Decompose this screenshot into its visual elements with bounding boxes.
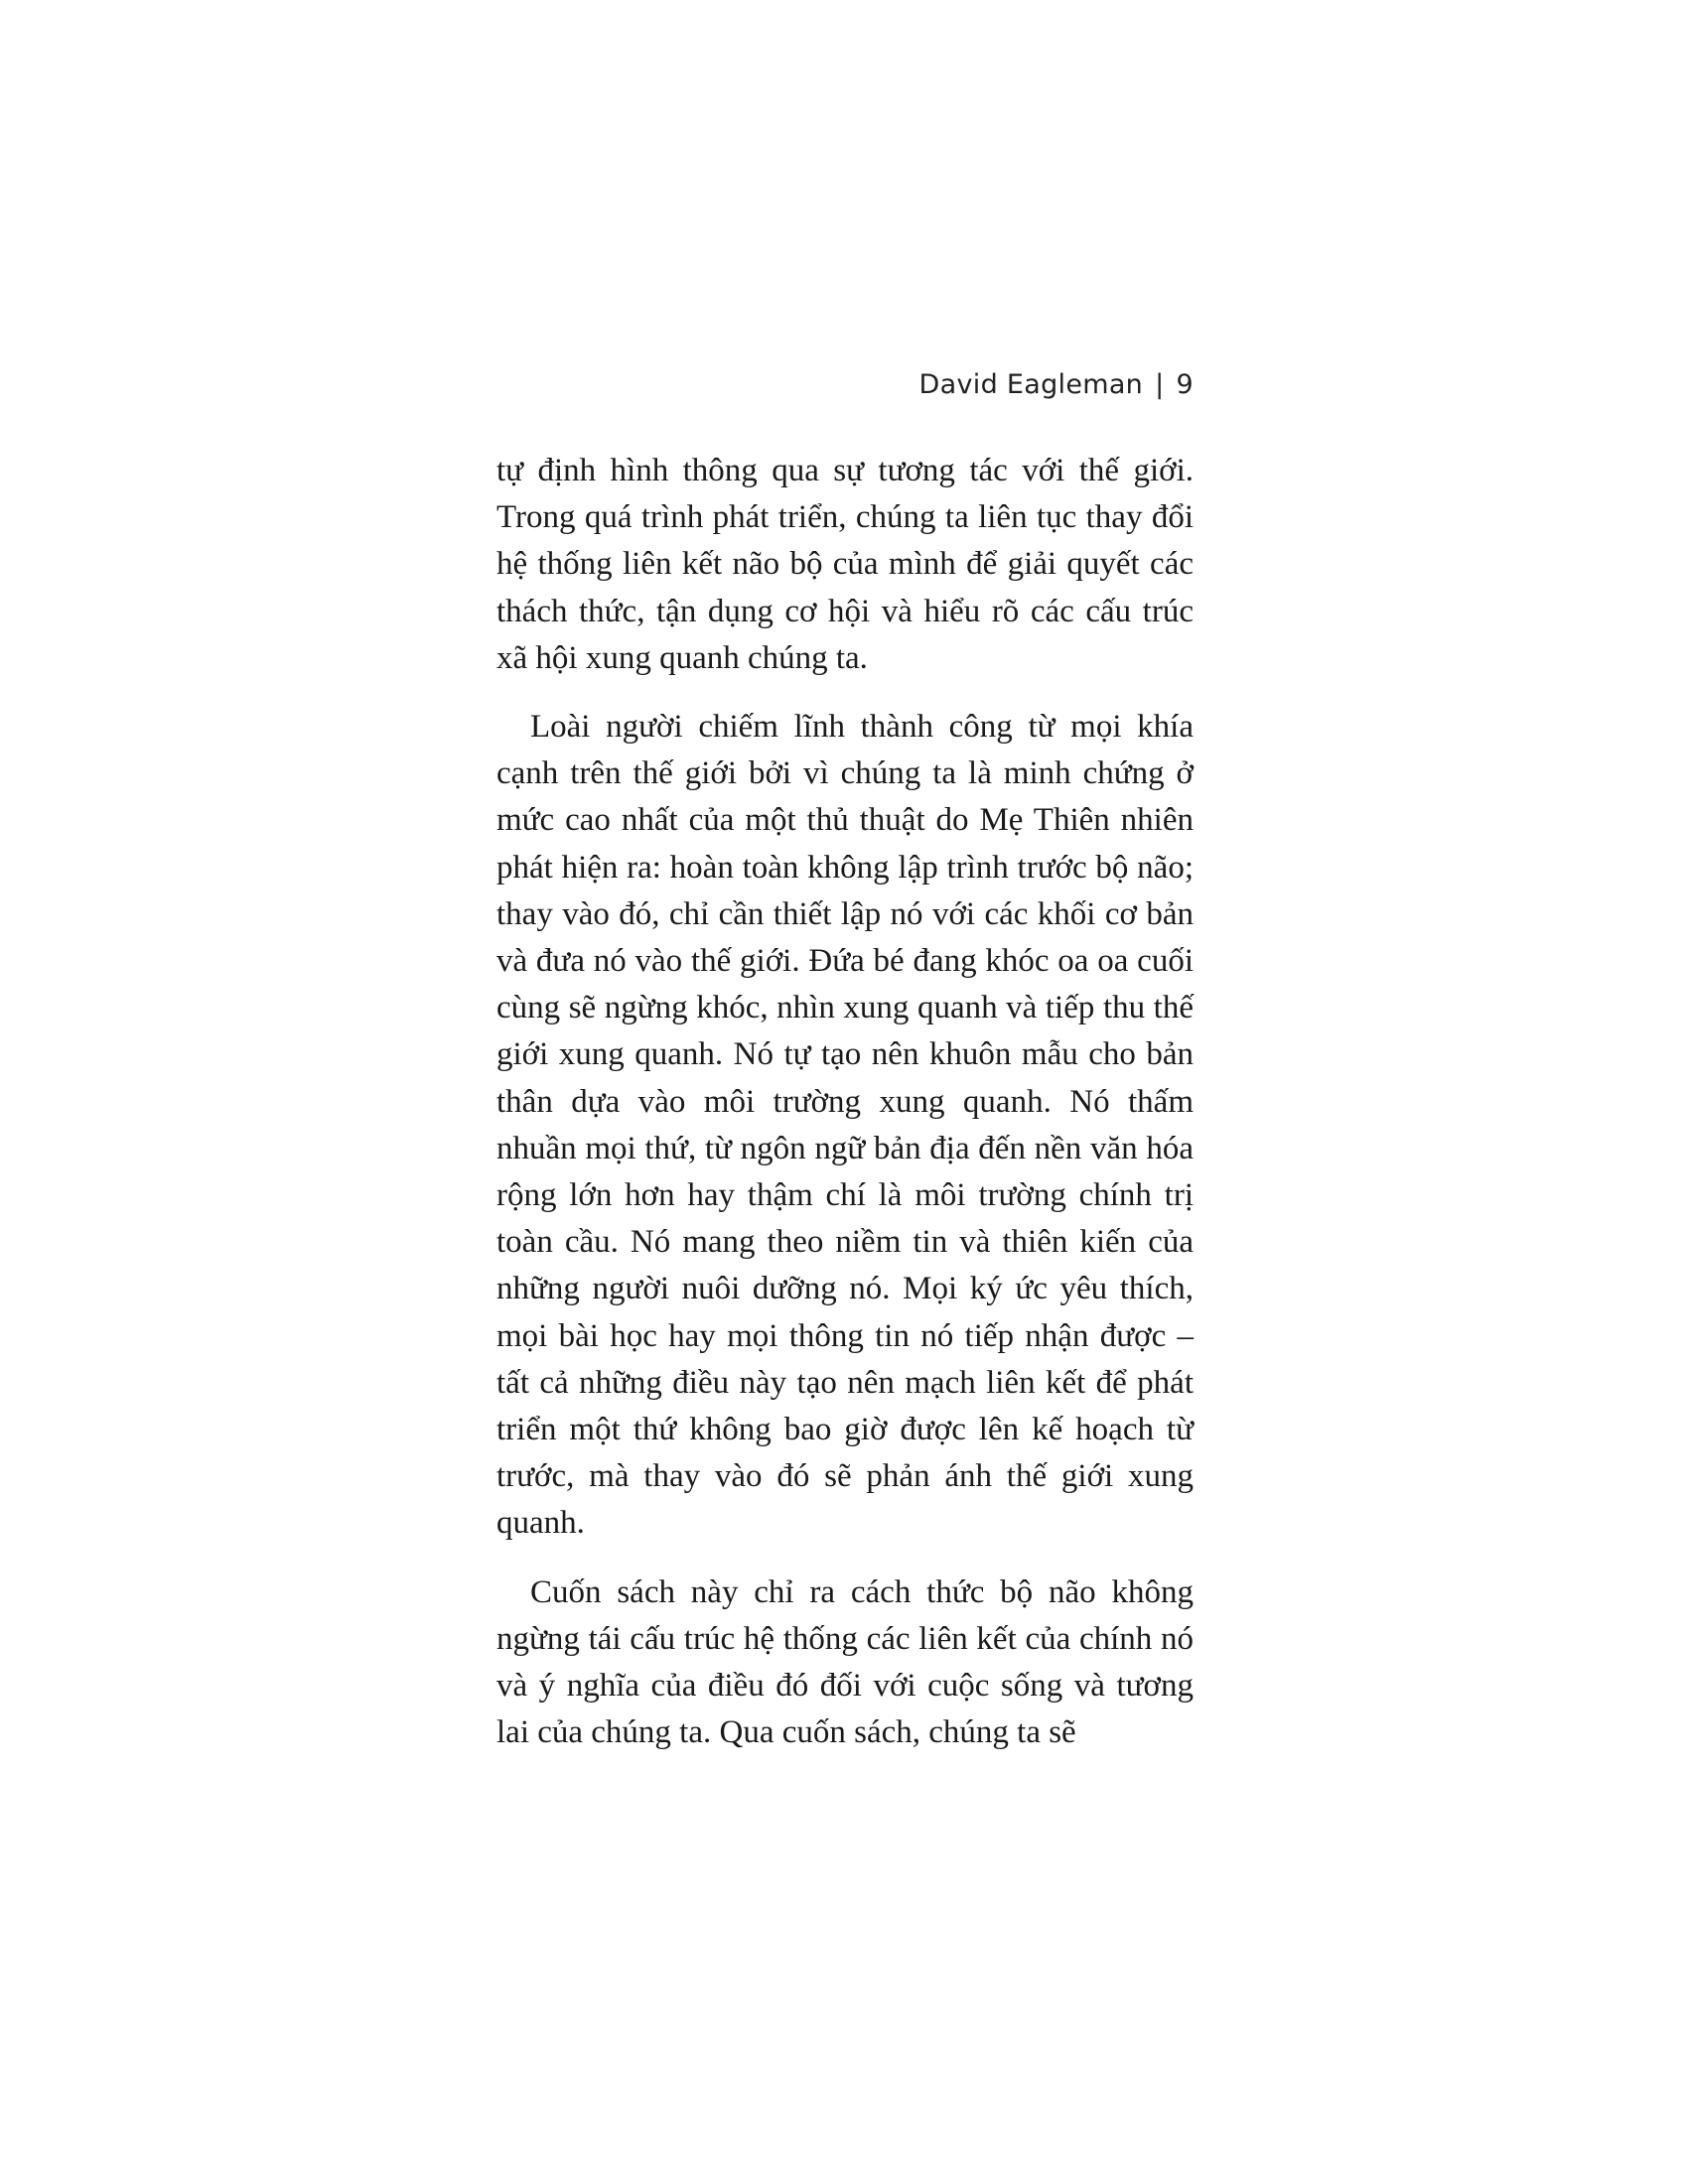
paragraph-continued: tự định hình thông qua sự tương tác với thế giới. Trong quá trình phát triển, chúng ta liên tục thay đổi hệ thống liên kết não bộ của mình để giải quyết các thách thức, tận dụng cơ hội và hiểu rõ các cấu trúc xã hội xung quanh chúng ta. — [496, 453, 1194, 676]
paragraph: Loài người chiếm lĩnh thành công từ mọi khía cạnh trên thế giới bởi vì chúng ta là minh chứng ở mức cao nhất của một thủ thuật do Mẹ Thiên nhiên phát hiện ra: hoàn toàn không lập trình trước bộ não; thay vào đó, chỉ cần thiết lập nó với các khối cơ bản và đưa nó vào thế giới. Đứa bé đang khóc oa oa cuối cùng sẽ ngừng khóc, nhìn xung quanh và tiếp thu thế giới xung quanh. Nó tự tạo nên khuôn mẫu cho bản thân dựa vào môi trường xung quanh. Nó thấm nhuần mọi thứ, từ ngôn ngữ bản địa đến nền văn hóa rộng lớn hơn hay thậm chí là môi trường chính trị toàn cầu. Nó mang theo niềm tin và thiên kiến của những người nuôi dưỡng nó. Mọi ký ức yêu thích, mọi bài học hay mọi thông tin nó tiếp nhận được – tất cả những điều này tạo nên mạch liên kết để phát triển một thứ không bao giờ được lên kế hoạch từ trước, mà thay vào đó sẽ phản ánh thế giới xung quanh. — [496, 709, 1194, 1542]
body-text — [496, 448, 1194, 1756]
header-author: David Eagleman — [918, 369, 1144, 400]
page-number: 9 — [1176, 369, 1194, 400]
header-separator: | — [1155, 369, 1165, 400]
running-header — [496, 369, 1194, 400]
paragraph: Cuốn sách này chỉ ra cách thức bộ não không ngừng tái cấu trúc hệ thống các liên kết của chính nó và ý nghĩa của điều đó đối với cuộc sống và tương lai của chúng ta. Qua cuốn sách, chúng ta sẽ — [496, 1573, 1194, 1751]
